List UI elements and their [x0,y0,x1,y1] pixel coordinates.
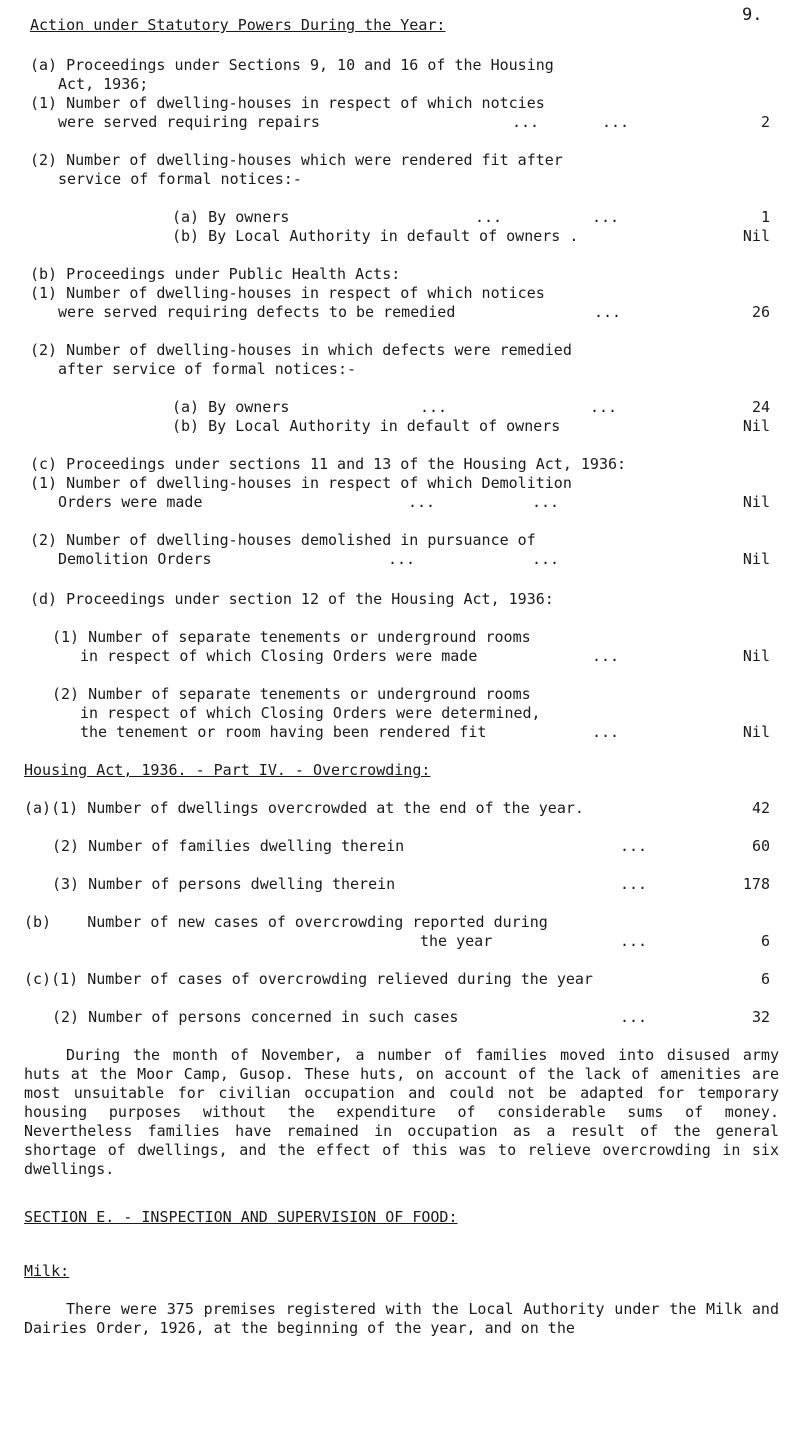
leader-dots: ... [620,837,648,855]
section-b-sub-b: (b) By Local Authority in default of owners [172,417,561,435]
section-d-item2-cont: in respect of which Closing Orders were determined, [80,704,541,722]
section-c-item1: (1) Number of dwelling-houses in respect of which Demolition [30,474,572,492]
leader-dots: ... [592,647,620,665]
section-d-item2: (2) Number of separate tenements or underground rooms [52,685,531,703]
overcrowding-a2: (2) Number of families dwelling therein [52,837,405,855]
value-cell: 32 [751,1008,770,1026]
leader-dots: ... [592,208,620,226]
section-a-sub-b: (b) By Local Authority in default of owners . [172,227,579,245]
overcrowding-paragraph: During the month of November, a number of families moved into disused army huts at the Moor Camp, Gusop. These huts, on account of the lack of amenities are most unsuitable for civilian occupation and could not be adapted for temporary housing purposes without the expenditure of considerable sums of money. Nevertheless families have remained in occupation as a result of the general shortage of dwellings, and the effect of this was to relieve overcrowding in six dwellings. [24,1046,779,1178]
section-c-heading: (c) Proceedings under sections 11 and 13 of the Housing Act, 1936: [30,455,627,473]
value-cell: 1 [760,208,770,226]
value-cell: Nil [742,493,770,511]
section-c-item1-cont: Orders were made [58,493,203,511]
value-cell: 24 [751,398,770,416]
overcrowding-a3: (3) Number of persons dwelling therein [52,875,396,893]
leader-dots: ... [620,932,648,950]
value-cell: Nil [742,647,770,665]
leader-dots: ... [620,1008,648,1026]
page-number: 9. [742,5,763,25]
leader-dots: ... [532,493,560,511]
section-b-item2-cont: after service of formal notices:- [58,360,357,378]
value-cell: Nil [742,417,770,435]
section-c-item2-cont: Demolition Orders [58,550,212,568]
leader-dots: ... [590,398,618,416]
section-d-item1-cont: in respect of which Closing Orders were made [80,647,478,665]
leader-dots: ... [532,550,560,568]
value-cell: 60 [751,837,770,855]
section-a-item1-cont: were served requiring repairs [58,113,320,131]
value-cell: 26 [751,303,770,321]
section-c-item2: (2) Number of dwelling-houses demolished in pursuance of [30,531,536,549]
leader-dots: ... [512,113,540,131]
leader-dots: ... [592,723,620,741]
overcrowding-b-cont: the year [420,932,493,950]
leader-dots: ... [475,208,503,226]
milk-paragraph: There were 375 premises registered with the Local Authority under the Milk and Dairies Order, 1926, at the beginning of the year, and on the [24,1300,779,1337]
section-b-item2: (2) Number of dwelling-houses in which defects were remedied [30,341,572,359]
overcrowding-b: (b) Number of new cases of overcrowding reported during [24,913,548,931]
value-cell: 2 [760,113,770,131]
value-cell: 178 [742,875,770,893]
section-a-item2: (2) Number of dwelling-houses which were rendered fit after [30,151,563,169]
section-b-heading: (b) Proceedings under Public Health Acts: [30,265,401,283]
section-e-heading: SECTION E. - INSPECTION AND SUPERVISION OF FOOD: [24,1208,458,1226]
leader-dots: ... [388,550,416,568]
value-cell: 6 [760,932,770,950]
overcrowding-heading: Housing Act, 1936. - Part IV. - Overcrowding: [24,761,431,779]
value-cell: Nil [742,723,770,741]
section-a-heading-cont: Act, 1936; [58,75,149,93]
overcrowding-c2: (2) Number of persons concerned in such cases [52,1008,459,1026]
section-a-heading: (a) Proceedings under Sections 9, 10 and 16 of the Housing [30,56,554,74]
value-cell: Nil [742,550,770,568]
page-title: Action under Statutory Powers During the Year: [30,16,446,34]
overcrowding-c1: (c)(1) Number of cases of overcrowding relieved during the year [24,970,593,988]
overcrowding-a1: (a)(1) Number of dwellings overcrowded at the end of the year. [24,799,584,817]
section-b-item1: (1) Number of dwelling-houses in respect of which notices [30,284,545,302]
section-d-item2-cont2: the tenement or room having been rendered fit [80,723,487,741]
value-cell: 42 [751,799,770,817]
section-b-item1-cont: were served requiring defects to be remedied [58,303,456,321]
leader-dots: ... [602,113,630,131]
leader-dots: ... [420,398,448,416]
section-a-item2-cont: service of formal notices:- [58,170,302,188]
leader-dots: ... [408,493,436,511]
section-a-sub-a: (a) By owners [172,208,290,226]
milk-heading: Milk: [24,1262,70,1280]
section-d-item1: (1) Number of separate tenements or underground rooms [52,628,531,646]
section-b-sub-a: (a) By owners [172,398,290,416]
leader-dots: ... [594,303,622,321]
value-cell: 6 [760,970,770,988]
section-d-heading: (d) Proceedings under section 12 of the Housing Act, 1936: [30,590,554,608]
value-cell: Nil [742,227,770,245]
leader-dots: ... [620,875,648,893]
section-a-item1: (1) Number of dwelling-houses in respect of which notcies [30,94,545,112]
